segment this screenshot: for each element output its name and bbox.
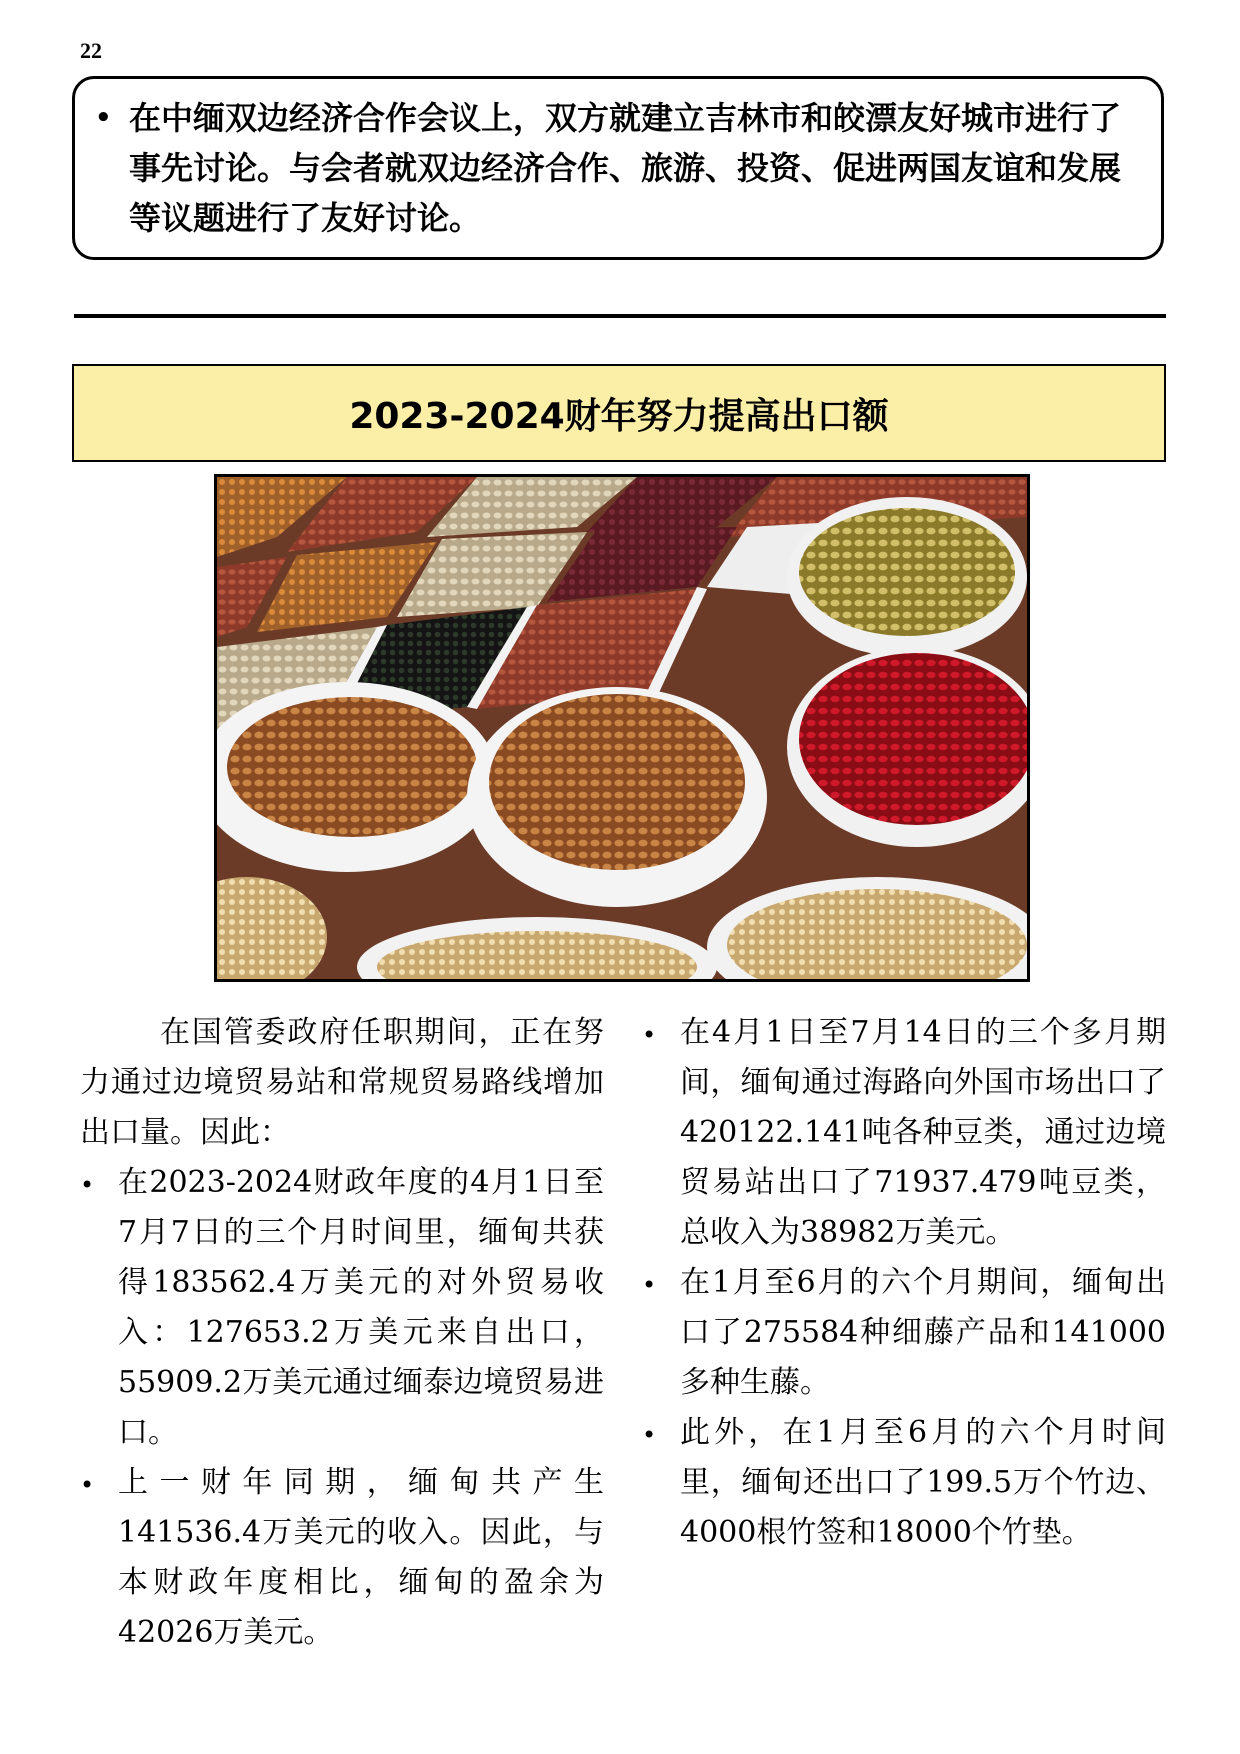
article-title-banner [72,364,1166,462]
list-item: • 上一财年同期，缅甸共产生141536.4万美元的收入。因此，与本财政年度相比，缅甸的盈余为42026万美元。 [80,1458,604,1658]
beans-market-photo [214,474,1030,982]
list-item: • 在1月至6月的六个月期间，缅甸出口了275584种细藤产品和141000多种生藤。 [642,1258,1166,1408]
section-divider [74,314,1166,318]
beans-market-illustration [217,477,1027,979]
list-item: • 在4月1日至7月14日的三个多月期间，缅甸通过海路向外国市场出口了420122.141吨各种豆类，通过边境贸易站出口了71937.479吨豆类，总收入为38982万美元。 [642,1008,1166,1258]
summary-box [72,76,1164,260]
summary-list [75,79,1161,243]
left-column [80,1008,604,1658]
page-number: 22 [80,38,102,63]
left-bullet-list [80,1158,604,1658]
list-item: • 此外，在1月至6月的六个月时间里，缅甸还出口了199.5万个竹边、4000根竹签和18000个竹垫。 [642,1408,1166,1558]
intro-paragraph: 在国管委政府任职期间，正在努力通过边境贸易站和常规贸易路线增加出口量。因此： [80,1015,604,1150]
right-bullet-list [642,1008,1166,1558]
summary-item: • 在中缅双边经济合作会议上，双方就建立吉林市和皎漂友好城市进行了事先讨论。与会者就双边经济合作、旅游、投资、促进两国友谊和发展等议题进行了友好讨论。 [129,93,1137,243]
right-column [642,1008,1166,1558]
article-title: 2023-2024财年努力提高出口额 [349,395,889,437]
list-item: • 在2023-2024财政年度的4月1日至7月7日的三个月时间里，缅甸共获得183562.4万美元的对外贸易收入：127653.2万美元来自出口，55909.2万美元通过缅泰边境贸易进口。 [80,1158,604,1458]
